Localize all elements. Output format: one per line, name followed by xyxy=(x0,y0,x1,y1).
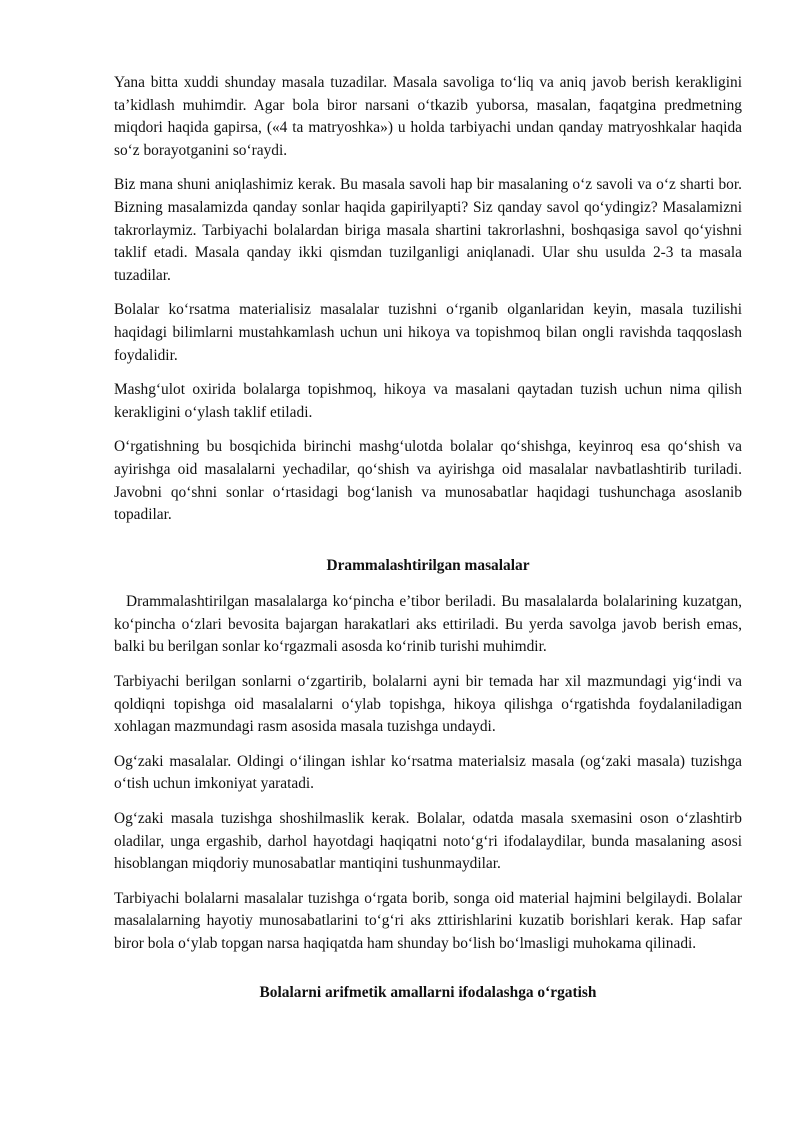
paragraph: Bolalar ko‘rsatma materialisiz masalalar tuzishni o‘rganib olganlaridan keyin, masala tuzilishi haqidagi bilimlarni mustahkamlash uchun uni hikoya va topishmoq bilan ongli ravishda taqqoslash foydalidir. xyxy=(114,301,742,364)
section-heading: Bolalarni arifmetik amallarni ifodalashga o‘rgatish xyxy=(259,983,597,1001)
paragraph: Drammalashtirilgan masalalarga ko‘pincha e’tibor beriladi. Bu masalalarda bolalarining kuzatgan, ko‘pincha o‘zlari bevosita bajargan harakatlari aks ettiriladi. Bu yerda savolga javob berish emas, balki bu berilgan sonlar ko‘rgazmali asosda ko‘rinib turishi muhimdir. xyxy=(114,593,742,656)
paragraph: Tarbiyachi berilgan sonlarni o‘zgartirib, bolalarni ayni bir temada har xil mazmundagi yig‘indi va qoldiqni topishga oid masalalarni o‘ylab topishga, hikoya qilishga o‘rgatishda foydalaniladigan xohlagan mazmundagi rasm asosida masala tuzishga undaydi. xyxy=(114,673,742,736)
paragraph: Og‘zaki masalalar. Oldingi o‘ilingan ishlar ko‘rsatma materialsiz masala (og‘zaki masala) tuzishga o‘tish uchun imkoniyat yaratadi. xyxy=(114,752,742,793)
paragraph: O‘rgatishning bu bosqichida birinchi mashg‘ulotda bolalar qo‘shishga, keyinroq esa qo‘shish va ayirishga oid masalalarni yechadilar, qo‘shish va ayirishga oid masalalar navbatlashtirib turiladi. Javobni qo‘shni sonlar o‘rtasidagi bog‘lanish va munosabatlar haqidagi tushunchaga asoslanib topadilar. xyxy=(114,438,742,524)
paragraph: Yana bitta xuddi shunday masala tuzadilar. Masala savoliga to‘liq va aniq javob berish kerakligini ta’kidlash muhimdir. Agar bola biror narsani o‘tkazib yuborsa, masalan, faqatgina predmetning miqdori haqida gapirsa, («4 ta matryoshka») u holda tarbiyachi undan qanday matryoshkalar haqida so‘z borayotganini so‘raydi. xyxy=(114,74,742,159)
section-heading: Drammalashtirilgan masalalar xyxy=(326,556,530,574)
document-page xyxy=(114,72,742,1004)
paragraph: Tarbiyachi bolalarni masalalar tuzishga o‘rgata borib, songa oid material hajmini belgilaydi. Bolalar masalalarning hayotiy munosabatlarini to‘g‘ri aks zttirishlarini kuzatib borishlari kerak. Hap safar biror bola o‘ylab topgan narsa haqiqatda ham shunday bo‘lish bo‘lmasligi muhokama qilinadi. xyxy=(114,889,742,952)
paragraph: Mashg‘ulot oxirida bolalarga topishmoq, hikoya va masalani qaytadan tuzish uchun nima qilish kerakligini o‘ylash taklif etiladi. xyxy=(114,381,742,421)
paragraph: Biz mana shuni aniqlashimiz kerak. Bu masala savoli hap bir masalaning o‘z savoli va o‘z sharti bor. Bizning masalamizda qanday sonlar haqida gapirilyapti? Siz qanday savol qo‘ydingiz? Masalamizni takrorlaymiz. Tarbiyachi bolalardan biriga masala shartini takrorlashni, boshqasiga savol qo‘yishni taklif etadi. Masala qanday ikki qismdan tuzilganligi aniqlanadi. Ular shu usulda 2-3 ta masala tuzadilar. xyxy=(114,176,742,284)
paragraph: Og‘zaki masala tuzishga shoshilmaslik kerak. Bolalar, odatda masala sxemasini oson o‘zlashtirb oladilar, unga ergashib, darhol hayotdagi haqiqatni noto‘g‘ri ifodalaydilar, bunda masalaning asosi hisoblangan miqdoriy munosabatlar mantiqini tushunmaydilar. xyxy=(114,810,742,873)
